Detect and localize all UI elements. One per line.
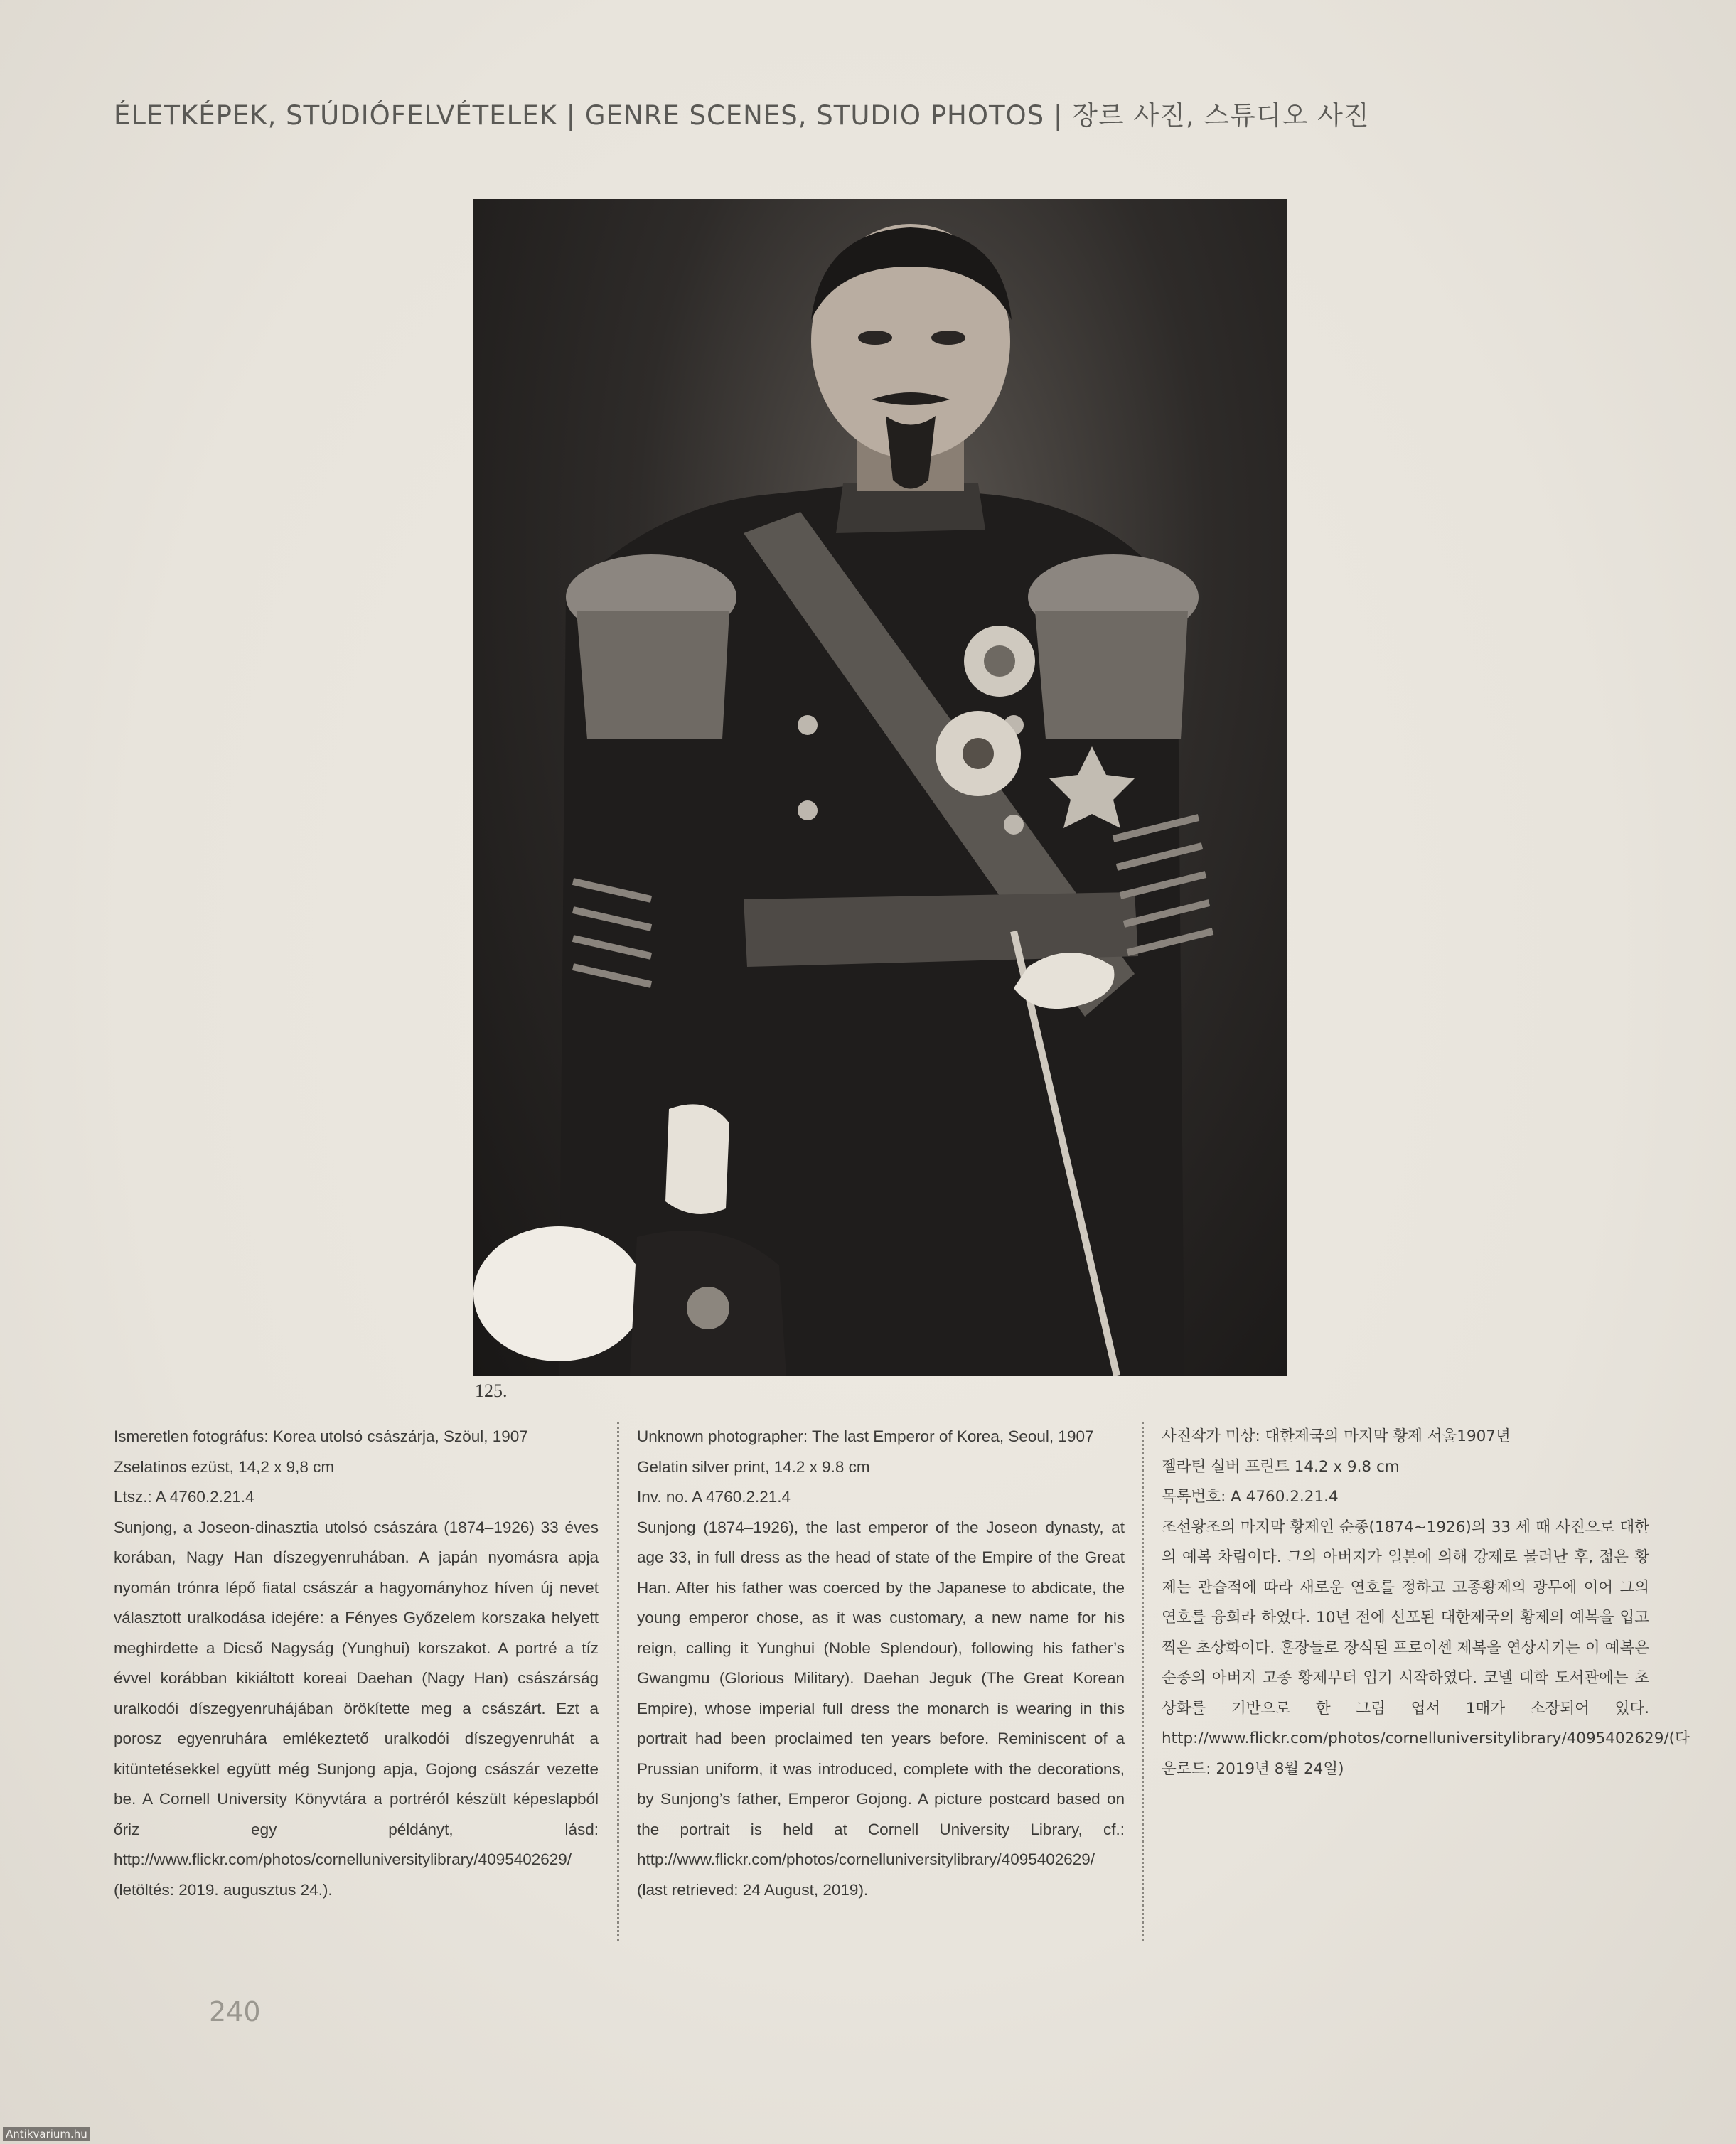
hungarian-body: Sunjong, a Joseon-dinasztia utolsó császára (1874–1926) 33 éves korában, Nagy Han díszegyenruhában. A japán nyomásra apja nyomán trónra lépő fiatal császár a hagyományhoz híven új nevet választott uralkodása idejére: a Fényes Győzelem korszaka helyett meghirdette a Dicső Nagyság (Yunghui) korszakot. A portré a tíz évvel korábban kikiáltott koreai Daehan (Nagy Han) császárság uralkodói díszegyenruhájában örökítette meg a császárt. Ezt a porosz egyenruhára emlékeztető uralkodói díszegyenruhát a kitüntetésekkel együtt még Sunjong apja, Gojong császár vezette be. A Cornell University Könyvtára a portréról készült képeslapból őriz egy példányt, lásd: http://www.flickr.com/photos/cornelluniversitylibrary/4095402629/ (letöltés: 2019. augusztus 24.).: [114, 1518, 599, 1899]
caption-line: Unknown photographer: The last Emperor of Korea, Seoul, 1907: [637, 1427, 1094, 1445]
caption-line: Ltsz.: A 4760.2.21.4: [114, 1488, 254, 1506]
caption-line: Inv. no. A 4760.2.21.4: [637, 1488, 791, 1506]
caption-line: Zselatinos ezüst, 14,2 x 9,8 cm: [114, 1457, 335, 1476]
portrait-illustration: [473, 199, 1287, 1376]
left-glove: [665, 1104, 729, 1214]
korean-caption: [1162, 1422, 1649, 1513]
korean-body: 조선왕조의 마지막 황제인 순종(1874~1926)의 33 세 때 사진으로 대한의 예복 차림이다. 그의 아버지가 일본에 의해 강제로 물러난 후, 젊은 황제는 관습적에 따라 새로운 연호를 정하고 고종황제의 광무에 이어 그의 연호를 융희라 하였다. 10년 전에 선포된 대한제국의 황제의 예복을 입고 찍은 초상화이다. 훈장들로 장식된 프로이센 제복을 연상시키는 이 예복은 순종의 아버지 고종 황제부터 입기 시작하였다. 코넬 대학 도서관에는 초상화를 기반으로 한 그림 엽서 1매가 소장되어 있다. http://www.flickr.com/photos/cornelluniversitylibrary/4095402629/(다운로드: 2019년 8월 24일): [1162, 1518, 1690, 1778]
column-divider: [1142, 1422, 1144, 1941]
hungarian-column: [114, 1422, 599, 1905]
english-column: [637, 1422, 1125, 1905]
portrait-photo: [473, 199, 1287, 1376]
caption-line: 젤라틴 실버 프린트 14.2 x 9.8 cm: [1162, 1457, 1400, 1476]
caption-line: Ismeretlen fotográfus: Korea utolsó császárja, Szöul, 1907: [114, 1427, 528, 1445]
page-number: 240: [209, 1996, 261, 2027]
english-body: Sunjong (1874–1926), the last emperor of the Joseon dynasty, at age 33, in full dress as the head of state of the Empire of the Great Han. After his father was coerced by the Japanese to abdicate, the young emperor chose, as it was customary, a new name for his reign, calling it Yunghui (Noble Splendour), following his father’s Gwangmu (Glorious Military). Daehan Jeguk (The Great Korean Empire), whose imperial full dress the monarch is wearing in this portrait had been proclaimed ten years before. Reminiscent of a Prussian uniform, it was introduced, complete with the decorations, by Sunjong’s father, Emperor Gojong. A picture postcard based on the portrait is held at Cornell University Library, cf.: http://www.flickr.com/photos/cornelluniversitylibrary/4095402629/ (last retrieved: 24 August, 2019).: [637, 1518, 1125, 1899]
plate-number: 125.: [475, 1381, 508, 1401]
beard: [886, 416, 936, 489]
caption-line: Gelatin silver print, 14.2 x 9.8 cm: [637, 1457, 870, 1476]
column-divider: [617, 1422, 619, 1941]
korean-column: [1162, 1422, 1690, 1784]
hungarian-caption: [114, 1422, 599, 1513]
caption-line: 목록번호: A 4760.2.21.4: [1162, 1488, 1339, 1506]
english-caption: [637, 1422, 1125, 1513]
plume: [473, 1226, 644, 1361]
watermark: Antikvarium.hu: [3, 2127, 90, 2141]
page-header: ÉLETKÉPEK, STÚDIÓFELVÉTELEK | GENRE SCENES, STUDIO PHOTOS | 장르 사진, 스튜디오 사진: [114, 100, 1370, 131]
caption-line: 사진작가 미상: 대한제국의 마지막 황제 서울1907년: [1162, 1427, 1511, 1445]
